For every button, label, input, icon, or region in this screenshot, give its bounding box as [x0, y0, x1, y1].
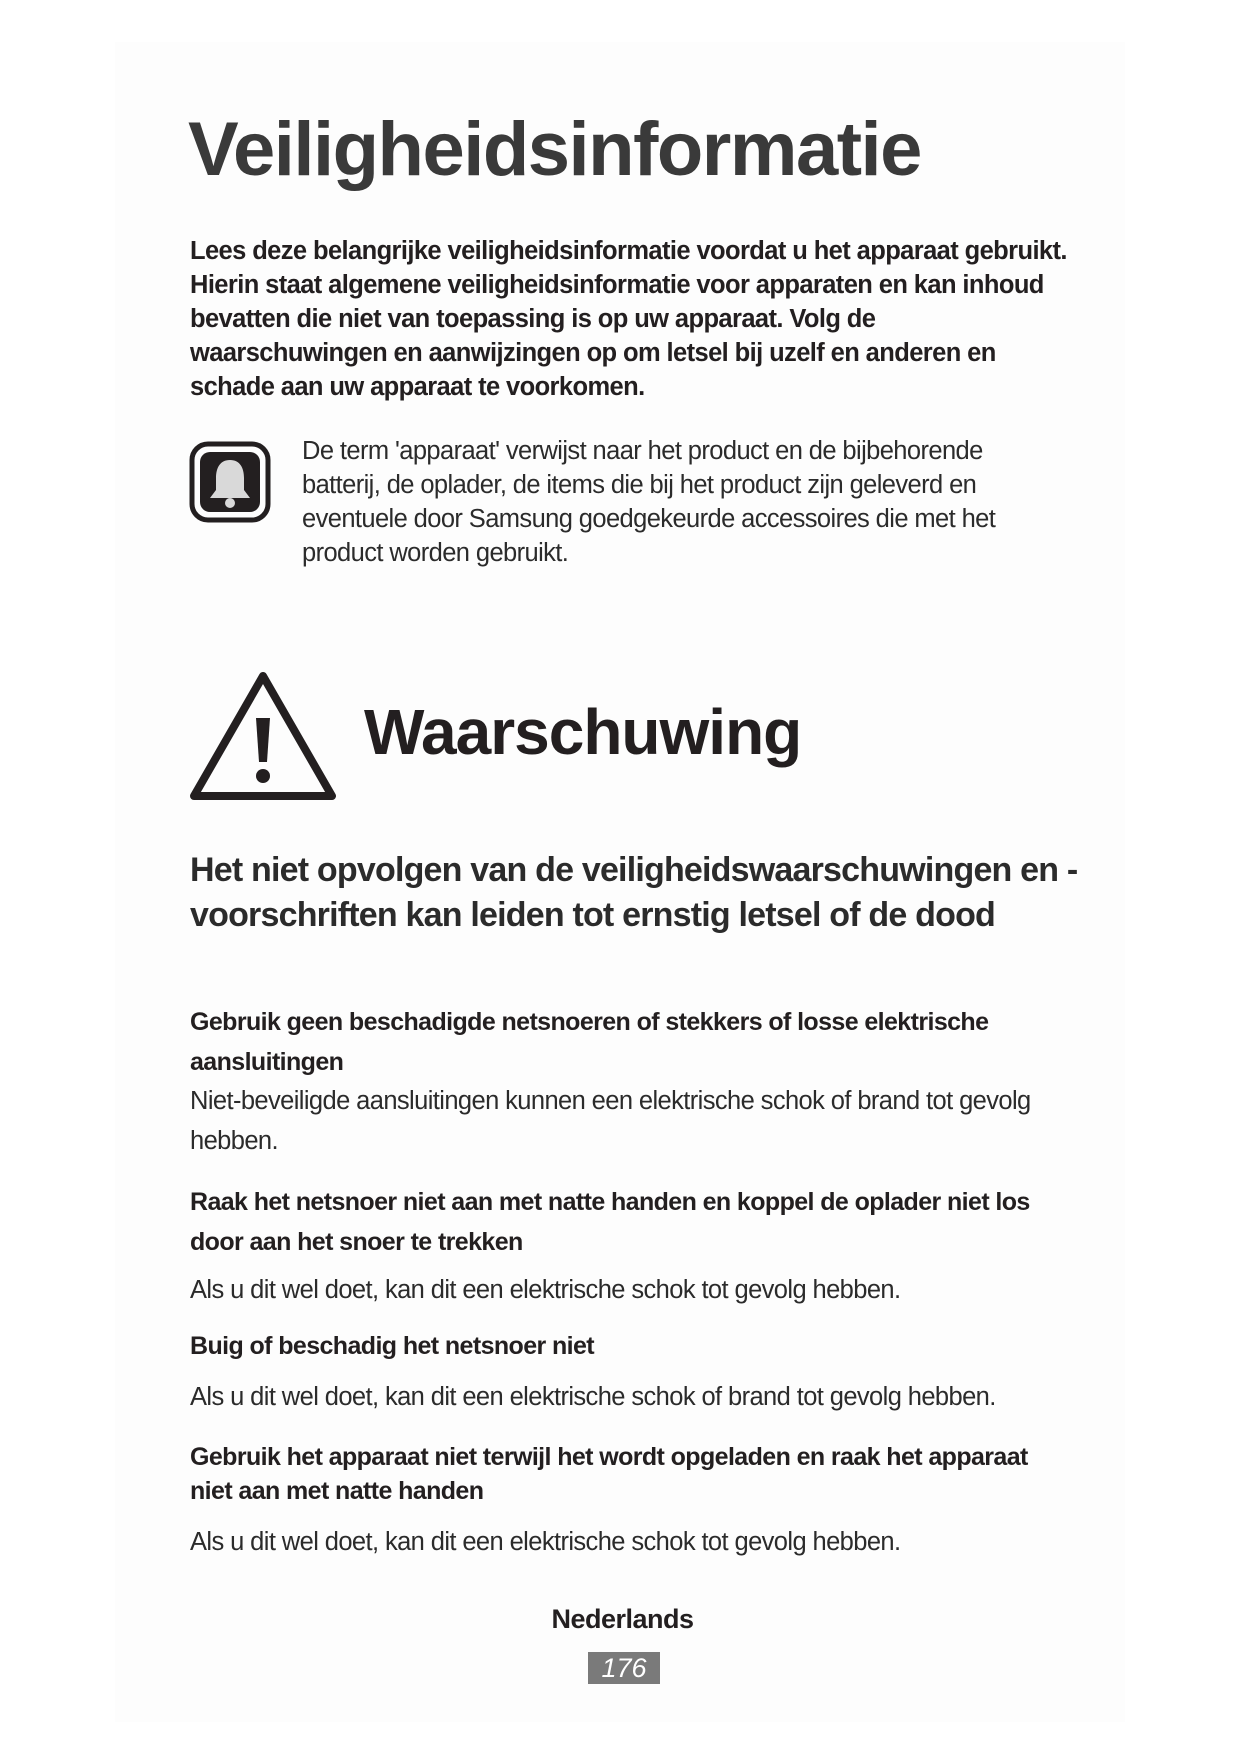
warning-title: Waarschuwing: [364, 696, 802, 768]
page-number: 176: [588, 1652, 660, 1684]
item-text-1: Niet-beveiligde aansluitingen kunnen een elektrische schok of brand tot gevolg hebben.: [190, 1087, 1031, 1155]
note-text: De term 'apparaat' verwijst naar het product en de bijbehorende batterij, de oplader, de items die bij het product zijn geleverd en eventuele door Samsung goedgekeurde accessoires die met het product worden gebruikt.: [302, 437, 996, 567]
intro-paragraph: Lees deze belangrijke veiligheidsinformatie voordat u het apparaat gebruikt. Hierin staat algemene veiligheidsinformatie voor apparaten en kan inhoud bevatten die niet van toepassing is op uw apparaat. Volg de waarschuwingen en aanwijzingen op om letsel bij uzelf en anderen en schade aan uw apparaat te voorkomen.: [190, 237, 1067, 401]
page-title: Veiligheidsinformatie: [188, 107, 921, 192]
item-title-4: Gebruik het apparaat niet terwijl het wordt opgeladen en raak het apparaat niet aan met natte handen: [190, 1443, 1028, 1505]
warning-subheading: Het niet opvolgen van de veiligheidswaarschuwingen en -voorschriften kan leiden tot ernstig letsel of de dood: [190, 851, 1078, 934]
item-text-3: Als u dit wel doet, kan dit een elektrische schok of brand tot gevolg hebben.: [190, 1383, 996, 1411]
item-title-2: Raak het netsnoer niet aan met natte handen en koppel de oplader niet los door aan het snoer te trekken: [190, 1188, 1030, 1256]
item-title-1: Gebruik geen beschadigde netsnoeren of stekkers of losse elektrische aansluitingen: [190, 1008, 989, 1076]
warning-triangle-icon: [188, 668, 338, 804]
item-text-2: Als u dit wel doet, kan dit een elektrische schok tot gevolg hebben.: [190, 1276, 901, 1304]
bell-notice-icon: [188, 440, 272, 524]
footer-language: Nederlands: [551, 1604, 694, 1634]
item-text-4: Als u dit wel doet, kan dit een elektrische schok tot gevolg hebben.: [190, 1528, 901, 1556]
item-title-3: Buig of beschadig het netsnoer niet: [190, 1332, 595, 1360]
